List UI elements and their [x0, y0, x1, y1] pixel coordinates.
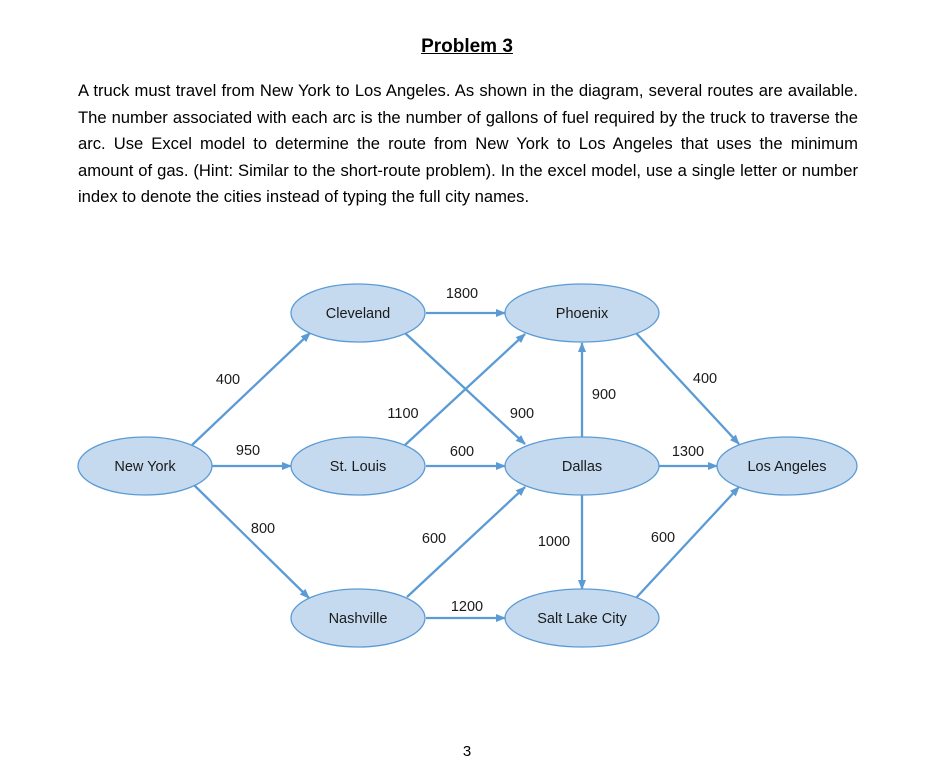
edge-label-saltlakecity-losangeles: 600 — [650, 530, 676, 546]
node-label-dallas: Dallas — [561, 459, 603, 475]
edge-label-newyork-cleveland: 400 — [215, 372, 241, 388]
problem-title: Problem 3 — [421, 36, 513, 57]
edge-label-dallas-losangeles: 1300 — [671, 444, 705, 460]
edge-newyork-nashville — [194, 485, 309, 598]
problem-statement: A truck must travel from New York to Los Angeles. As shown in the diagram, several routes are available. The number associated with each arc is the number of gallons of fuel required by the truck to traverse the arc. Use Excel model to determine the route from New York to Los Angeles that uses the minimum amount of gas. (Hint: Similar to the short-route problem). In the excel model, use a single letter or number index to denote the cities instead of typing the full city names. — [78, 81, 858, 206]
node-phoenix — [505, 284, 659, 342]
node-nashville — [291, 589, 425, 647]
edge-label-cleveland-dallas: 900 — [509, 406, 535, 422]
page-number: 3 — [462, 743, 472, 760]
edge-label-dallas-saltlakecity: 1000 — [537, 534, 571, 550]
node-dallas — [505, 437, 659, 495]
edge-label-phoenix-losangeles: 400 — [692, 371, 718, 387]
node-salt-lake-city — [505, 589, 659, 647]
node-cleveland — [291, 284, 425, 342]
node-new-york — [78, 437, 212, 495]
edge-label-cleveland-phoenix: 1800 — [445, 286, 479, 302]
edge-label-stlouis-phoenix: 1100 — [387, 406, 419, 422]
edge-label-nashville-saltlakecity: 1200 — [450, 599, 484, 615]
node-label-nashville: Nashville — [328, 611, 388, 627]
node-st-louis — [291, 437, 425, 495]
node-label-phoenix: Phoenix — [555, 306, 609, 322]
node-los-angeles — [717, 437, 857, 495]
edge-label-dallas-phoenix: 900 — [591, 387, 617, 403]
edge-newyork-cleveland — [192, 333, 310, 445]
node-label-los-angeles: Los Angeles — [747, 459, 827, 475]
edge-label-newyork-nashville: 800 — [250, 521, 276, 537]
node-label-cleveland: Cleveland — [325, 306, 391, 322]
node-label-st-louis: St. Louis — [329, 459, 387, 475]
node-label-salt-lake-city: Salt Lake City — [537, 611, 627, 627]
edge-label-nashville-dallas: 600 — [421, 531, 447, 547]
node-label-new-york: New York — [114, 459, 176, 475]
edge-label-stlouis-dallas: 600 — [449, 444, 475, 460]
edge-phoenix-losangeles — [636, 333, 739, 444]
edge-label-newyork-stlouis: 950 — [235, 443, 261, 459]
